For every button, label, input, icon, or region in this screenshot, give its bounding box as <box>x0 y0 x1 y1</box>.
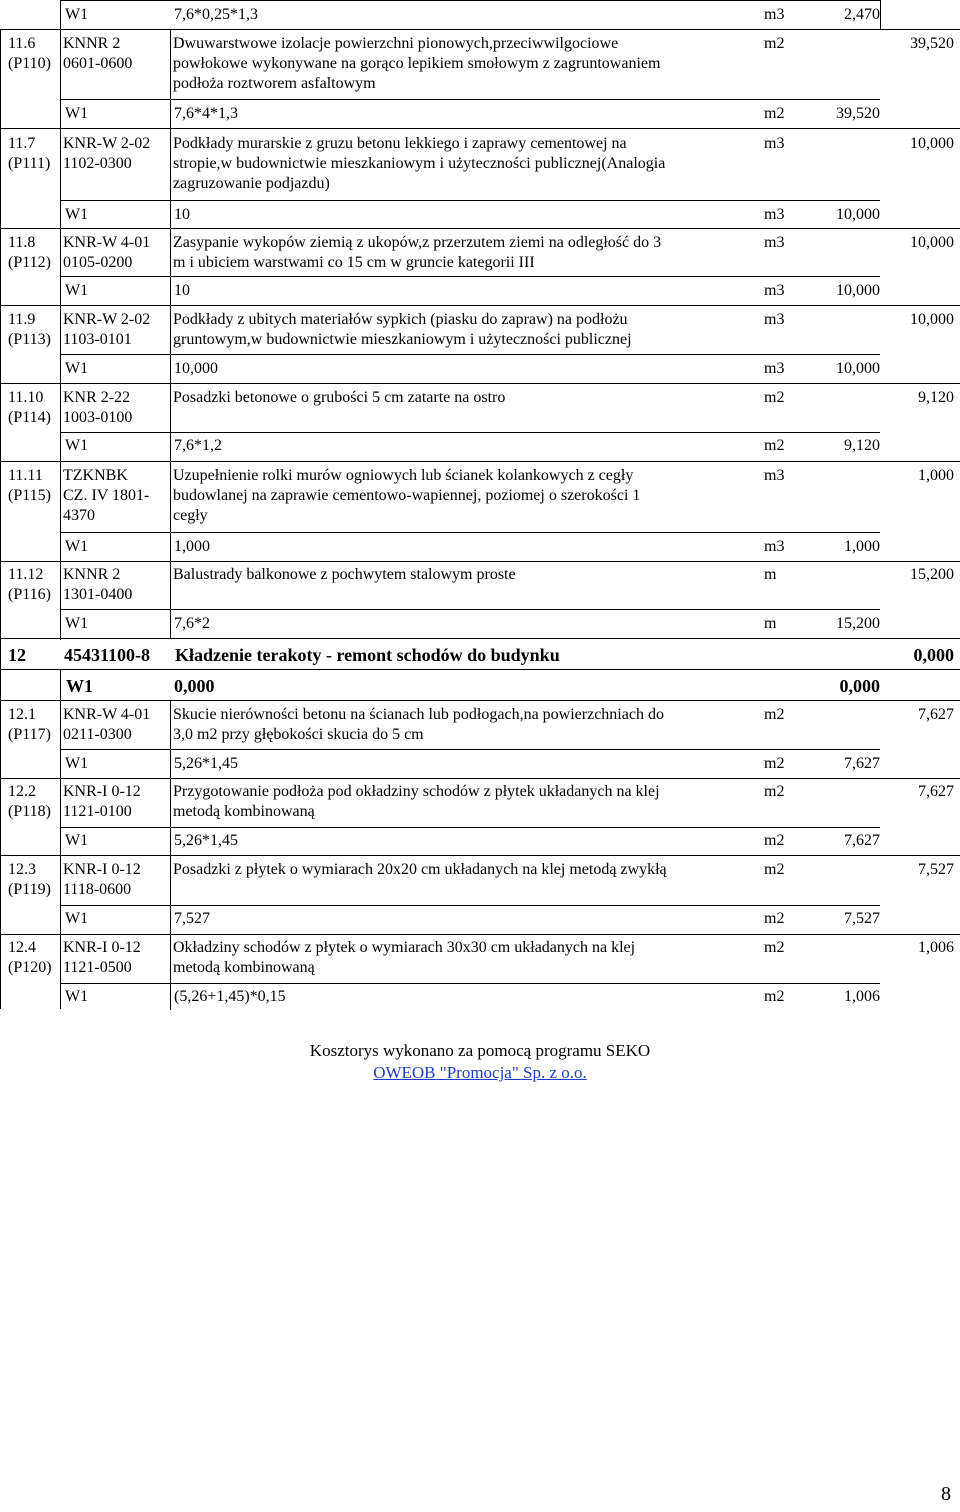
description-line: budowlanej na zaprawie cementowo-wapiennej, poziomej o szerokości 1 <box>173 487 641 504</box>
horizontal-rule <box>0 461 960 462</box>
formula-value: 7,527 <box>844 910 880 927</box>
item-number-line: 12.2 <box>8 783 36 800</box>
unit: m2 <box>764 35 785 52</box>
item-number-line: 12.3 <box>8 861 36 878</box>
formula-expression: 5,26*1,45 <box>174 755 238 772</box>
catalog-code-line: 1301-0400 <box>63 586 133 603</box>
catalog-code-line: 1103-0101 <box>63 331 132 348</box>
page-number: 8 <box>941 1483 951 1505</box>
catalog-code-line: KNR-W 4-01 <box>63 706 151 723</box>
formula-label: W1 <box>66 676 93 696</box>
item-description <box>173 938 745 978</box>
formula-value: 15,200 <box>836 615 880 632</box>
catalog-code-line: KNNR 2 <box>63 35 121 52</box>
horizontal-rule <box>60 200 880 201</box>
formula-label: W1 <box>65 910 89 927</box>
formula-label: W1 <box>65 615 89 632</box>
formula-expression: 5,26*1,45 <box>174 832 238 849</box>
formula-unit: m2 <box>764 910 785 927</box>
formula-expression: 7,527 <box>174 910 210 927</box>
catalog-code-line: 4370 <box>63 507 95 524</box>
catalog-code-line: 0601-0600 <box>63 55 133 72</box>
horizontal-rule <box>60 749 880 750</box>
formula-expression: 10,000 <box>174 360 218 377</box>
formula-value: 1,000 <box>844 538 880 555</box>
quantity: 7,527 <box>918 861 954 878</box>
item-description <box>173 782 745 822</box>
formula-label: W1 <box>65 755 89 772</box>
item-number-line: 11.8 <box>8 234 36 251</box>
horizontal-rule <box>0 934 960 935</box>
item-number-line: (P112) <box>8 254 51 271</box>
item-number <box>8 782 60 822</box>
item-number-line: 11.11 <box>8 467 43 484</box>
catalog-code <box>63 233 169 273</box>
description-line: zagruzowanie podjazdu) <box>173 175 330 192</box>
description-line: Przygotowanie podłoża pod okładziny schodów z płytek układanych na klej <box>173 783 660 800</box>
quantity: 7,627 <box>918 706 954 723</box>
item-number-line: (P115) <box>8 487 51 504</box>
description-line: Skucie nierówności betonu na ścianach lub podłogach,na powierzchniach do <box>173 706 664 723</box>
description-line: Podkłady z ubitych materiałów sypkich (piasku do zapraw) na podłożu <box>173 311 628 328</box>
description-line: stropie,w budownictwie mieszkaniowym i użyteczności publicznej(Analogia <box>173 155 666 172</box>
horizontal-rule <box>0 700 960 701</box>
item-number <box>8 466 60 506</box>
footer-link[interactable]: OWEOB "Promocja" Sp. z o.o. <box>373 1063 587 1082</box>
item-description <box>173 34 745 94</box>
item-number-line: (P111) <box>8 155 51 172</box>
description-line: 3,0 m2 przy głębokości skucia do 5 cm <box>173 726 424 743</box>
unit: m3 <box>764 234 785 251</box>
description-line: metodą kombinowaną <box>173 959 315 976</box>
item-number-line: 11.10 <box>8 389 44 406</box>
item-number <box>8 34 60 74</box>
formula-label: W1 <box>65 105 89 122</box>
item-number-line: 11.12 <box>8 566 44 583</box>
item-number-line: 11.7 <box>8 135 36 152</box>
description-line: Posadzki z płytek o wymiarach 20x20 cm układanych na klej metodą zwykłą <box>173 861 667 878</box>
unit: m3 <box>764 311 785 328</box>
item-number-line: (P120) <box>8 959 52 976</box>
formula-expression: 10 <box>174 206 190 223</box>
item-number <box>8 705 60 745</box>
item-number <box>8 310 60 350</box>
formula-unit: m2 <box>764 988 785 1005</box>
description-line: cegły <box>173 507 208 524</box>
quantity: 10,000 <box>910 135 954 152</box>
horizontal-rule <box>60 983 880 984</box>
quantity: 39,520 <box>910 35 954 52</box>
item-description <box>173 310 745 350</box>
horizontal-rule <box>60 432 880 433</box>
catalog-code-line: 0211-0300 <box>63 726 132 743</box>
unit: m2 <box>764 783 785 800</box>
catalog-code <box>63 782 169 822</box>
horizontal-rule <box>0 383 960 384</box>
formula-value: 1,006 <box>844 988 880 1005</box>
description-line: podłoża roztworem asfaltowym <box>173 75 376 92</box>
item-description <box>173 705 745 745</box>
description-line: Posadzki betonowe o grubości 5 cm zatarte na ostro <box>173 389 506 406</box>
item-description <box>173 134 745 194</box>
catalog-code-line: 1121-0100 <box>63 803 132 820</box>
formula-label: W1 <box>65 437 89 454</box>
catalog-code-line: 0105-0200 <box>63 254 133 271</box>
vertical-rule <box>170 700 171 1010</box>
vertical-rule <box>880 0 881 30</box>
formula-value: 10,000 <box>836 360 880 377</box>
catalog-code-line: KNR-W 4-01 <box>63 234 151 251</box>
catalog-code <box>63 134 169 174</box>
formula-value: 10,000 <box>836 206 880 223</box>
catalog-code-line: KNR-I 0-12 <box>63 861 141 878</box>
unit: m2 <box>764 389 785 406</box>
unit: m3 <box>764 135 785 152</box>
description-line: Balustrady balkonowe z pochwytem stalowym proste <box>173 566 516 583</box>
quantity: 7,627 <box>918 783 954 800</box>
horizontal-rule <box>0 778 960 779</box>
unit: m <box>764 566 777 583</box>
formula-expression: 1,000 <box>174 538 210 555</box>
catalog-code <box>63 388 169 428</box>
formula-label: W1 <box>65 360 89 377</box>
horizontal-rule <box>60 0 880 1</box>
quantity: 15,200 <box>910 566 954 583</box>
formula-expression: 7,6*0,25*1,3 <box>174 6 258 23</box>
catalog-code-line: 1003-0100 <box>63 409 133 426</box>
item-number-line: (P114) <box>8 409 51 426</box>
formula-expression: 10 <box>174 282 190 299</box>
catalog-code <box>63 565 169 605</box>
horizontal-rule <box>0 669 960 670</box>
description-line: Uzupełnienie rolki murów ogniowych lub ścianek kolankowych z cegły <box>173 467 634 484</box>
formula-value: 0,000 <box>839 676 880 696</box>
item-number-line: 11.9 <box>8 311 36 328</box>
description-line: Zasypanie wykopów ziemią z ukopów,z przerzutem ziemi na odległość do 3 <box>173 234 662 251</box>
quantity: 9,120 <box>918 389 954 406</box>
horizontal-rule <box>60 99 880 100</box>
item-number <box>8 388 60 428</box>
horizontal-rule <box>0 855 960 856</box>
catalog-code <box>63 860 169 900</box>
catalog-code <box>63 938 169 978</box>
item-number-line: (P116) <box>8 586 51 603</box>
description-line: Podkłady murarskie z gruzu betonu lekkiego i zaprawy cementowej na <box>173 135 627 152</box>
catalog-code <box>63 310 169 350</box>
formula-expression: 0,000 <box>174 676 215 696</box>
catalog-code-line: CZ. IV 1801- <box>63 487 150 504</box>
formula-value: 7,627 <box>844 832 880 849</box>
catalog-code-line: 1102-0300 <box>63 155 132 172</box>
formula-unit: m3 <box>764 6 785 23</box>
horizontal-rule <box>0 128 960 129</box>
section-value: 0,000 <box>913 645 954 665</box>
catalog-code-line: 1121-0500 <box>63 959 132 976</box>
formula-expression: 7,6*1,2 <box>174 437 222 454</box>
horizontal-rule <box>0 561 960 562</box>
item-number-line: (P113) <box>8 331 51 348</box>
catalog-code-line: KNR 2-22 <box>63 389 131 406</box>
item-number <box>8 860 60 900</box>
formula-expression: 7,6*2 <box>174 615 210 632</box>
item-number-line: 11.6 <box>8 35 36 52</box>
item-number <box>8 233 60 273</box>
horizontal-rule <box>60 276 880 277</box>
item-number-line: 12.1 <box>8 706 36 723</box>
item-number <box>8 134 60 174</box>
item-number <box>8 565 60 605</box>
item-number-line: 12.4 <box>8 939 36 956</box>
vertical-rule <box>60 0 61 640</box>
formula-label: W1 <box>65 538 89 555</box>
item-description <box>173 233 745 273</box>
horizontal-rule <box>0 29 960 30</box>
formula-value: 10,000 <box>836 282 880 299</box>
item-description <box>173 388 745 408</box>
formula-label: W1 <box>65 282 89 299</box>
catalog-code <box>63 705 169 745</box>
item-number <box>8 938 60 978</box>
vertical-rule <box>0 29 1 1009</box>
formula-label: W1 <box>65 988 89 1005</box>
item-number-line: (P110) <box>8 55 51 72</box>
formula-value: 2,470 <box>844 6 880 23</box>
unit: m2 <box>764 861 785 878</box>
description-line: gruntowym,w budownictwie mieszkaniowym i użyteczności publicznej <box>173 331 632 348</box>
section-title: Kładzenie terakoty - remont schodów do budynku <box>175 645 560 665</box>
formula-unit: m2 <box>764 832 785 849</box>
catalog-code-line: KNR-I 0-12 <box>63 783 141 800</box>
quantity: 10,000 <box>910 311 954 328</box>
formula-unit: m3 <box>764 538 785 555</box>
description-line: powłokowe wykonywane na gorąco lepikiem smołowym z zagruntowaniem <box>173 55 661 72</box>
catalog-code <box>63 34 169 74</box>
description-line: metodą kombinowaną <box>173 803 315 820</box>
formula-unit: m3 <box>764 360 785 377</box>
formula-expression: 7,6*4*1,3 <box>174 105 238 122</box>
formula-value: 39,520 <box>836 105 880 122</box>
horizontal-rule <box>0 638 960 639</box>
horizontal-rule <box>0 305 960 306</box>
section-number: 12 <box>8 645 26 665</box>
catalog-code <box>63 466 169 526</box>
unit: m2 <box>764 939 785 956</box>
catalog-code-line: KNR-W 2-02 <box>63 135 151 152</box>
formula-unit: m3 <box>764 206 785 223</box>
item-description <box>173 860 745 880</box>
formula-label: W1 <box>65 206 89 223</box>
horizontal-rule <box>60 905 880 906</box>
unit: m2 <box>764 706 785 723</box>
description-line: Okładziny schodów z płytek o wymiarach 30x30 cm układanych na klej <box>173 939 636 956</box>
section-code: 45431100-8 <box>64 645 151 665</box>
item-description <box>173 466 745 526</box>
description-line: Dwuwarstwowe izolacje powierzchni pionowych,przeciwwilgociowe <box>173 35 619 52</box>
item-number-line: (P118) <box>8 803 51 820</box>
horizontal-rule <box>0 228 960 229</box>
quantity: 1,000 <box>918 467 954 484</box>
horizontal-rule <box>60 532 880 533</box>
vertical-rule <box>170 29 171 639</box>
quantity: 1,006 <box>918 939 954 956</box>
formula-unit: m3 <box>764 282 785 299</box>
unit: m3 <box>764 467 785 484</box>
formula-label: W1 <box>65 832 89 849</box>
formula-unit: m2 <box>764 755 785 772</box>
formula-value: 9,120 <box>844 437 880 454</box>
horizontal-rule <box>60 354 880 355</box>
item-description <box>173 565 745 585</box>
item-number-line: (P117) <box>8 726 51 743</box>
footer <box>0 1040 960 1084</box>
formula-unit: m2 <box>764 105 785 122</box>
formula-expression: (5,26+1,45)*0,15 <box>174 988 286 1005</box>
vertical-rule <box>60 669 61 1009</box>
description-line: m i ubiciem warstwami co 15 cm w gruncie kategorii III <box>173 254 535 271</box>
catalog-code-line: 1118-0600 <box>63 881 132 898</box>
catalog-code-line: KNR-I 0-12 <box>63 939 141 956</box>
catalog-code-line: KNR-W 2-02 <box>63 311 151 328</box>
item-number-line: (P119) <box>8 881 51 898</box>
formula-value: 7,627 <box>844 755 880 772</box>
formula-unit: m <box>764 615 777 632</box>
formula-label: W1 <box>65 6 89 23</box>
catalog-code-line: KNNR 2 <box>63 566 121 583</box>
catalog-code-line: TZKNBK <box>63 467 128 484</box>
formula-unit: m2 <box>764 437 785 454</box>
horizontal-rule <box>60 609 880 610</box>
footer-text: Kosztorys wykonano za pomocą programu SEKO <box>309 1041 651 1060</box>
quantity: 10,000 <box>910 234 954 251</box>
horizontal-rule <box>60 827 880 828</box>
